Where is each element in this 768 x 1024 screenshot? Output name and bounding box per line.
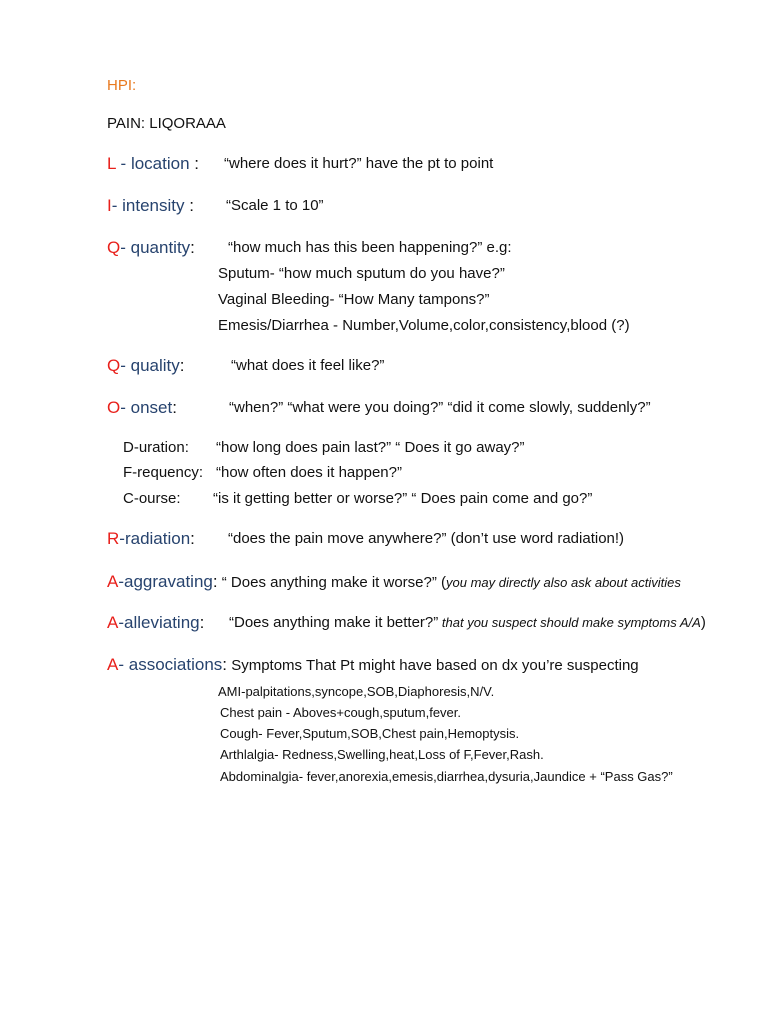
frequency-text: “how often does it happen?” (216, 464, 402, 481)
entry-radiation (107, 530, 195, 548)
mnemonic-word: location (130, 154, 190, 173)
mnemonic-letter: R (107, 529, 120, 548)
quantity-example: Vaginal Bleeding- “How Many tampons?” (218, 291, 490, 308)
mnemonic-colon: : (172, 398, 177, 417)
entry-alleviating (107, 614, 204, 632)
radiation-question: “does the pain move anywhere?” (don’t use word radiation!) (228, 530, 625, 547)
pain-mnemonic-line: PAIN: LIQORAAA (107, 115, 226, 132)
entry-location (107, 155, 199, 173)
mnemonic-colon: : (212, 572, 218, 591)
mnemonic-sep: - (120, 398, 131, 417)
duration-text: “how long does pain last?” “ Does it go away?” (216, 439, 525, 456)
associations-question: Symptoms That Pt might have based on dx you’re suspecting (227, 657, 639, 674)
alleviating-note: that you suspect should make symptoms A/A (438, 615, 701, 630)
mnemonic-letter: Q (107, 356, 121, 375)
onset-question: “when?” “what were you doing?” “did it come slowly, suddenly?” (229, 399, 651, 416)
mnemonic-colon: : (190, 238, 195, 257)
entry-quantity (107, 239, 195, 257)
mnemonic-sep: - (120, 238, 131, 257)
associations-item: Arthlalgia- Redness,Swelling,heat,Loss of F,Fever,Rash. (220, 747, 544, 762)
course-text: “is it getting better or worse?” “ Does pain come and go?” (213, 490, 593, 507)
frequency-label: F-requency: (123, 464, 204, 481)
mnemonic-sep: - (111, 196, 123, 215)
mnemonic-sep: - (118, 613, 125, 632)
mnemonic-letter: L (107, 154, 116, 173)
quantity-example: Emesis/Diarrhea - Number,Volume,color,consistency,blood (?) (218, 317, 630, 334)
mnemonic-sep: - (118, 655, 129, 674)
mnemonic-colon: : (184, 196, 194, 215)
mnemonic-colon: : (189, 154, 199, 173)
entry-intensity (107, 197, 194, 215)
quantity-question: “how much has this been happening?” e.g: (228, 239, 512, 256)
mnemonic-colon: : (199, 613, 205, 632)
mnemonic-letter: A (107, 655, 119, 674)
quantity-example: Sputum- “how much sputum do you have?” (218, 265, 505, 282)
entry-aggravating (107, 573, 681, 591)
duration-label: D-uration: (123, 439, 189, 456)
mnemonic-letter: I (107, 196, 112, 215)
mnemonic-sep: - (115, 154, 131, 173)
mnemonic-sep: - (119, 529, 125, 548)
aggravating-note: you may directly also ask about activities (446, 575, 681, 590)
mnemonic-word: intensity (122, 196, 185, 215)
mnemonic-colon: : (179, 356, 185, 375)
alleviating-question: “Does anything make it better?” (229, 614, 439, 631)
associations-item: AMI-palpitations,syncope,SOB,Diaphoresis,N/V. (218, 684, 495, 699)
mnemonic-letter: A (107, 613, 119, 632)
entry-quality (107, 357, 185, 375)
mnemonic-word: onset (130, 398, 173, 417)
mnemonic-colon: : (190, 529, 195, 548)
entry-associations (107, 656, 639, 674)
entry-onset (107, 399, 177, 417)
mnemonic-word: aggravating (124, 572, 213, 591)
mnemonic-word: associations (128, 655, 223, 674)
quality-question: “what does it feel like?” (231, 357, 385, 374)
mnemonic-colon: : (222, 655, 228, 674)
alleviating-close: ) (700, 614, 706, 631)
mnemonic-letter: O (107, 398, 121, 417)
mnemonic-letter: Q (107, 238, 121, 257)
mnemonic-word: radiation (124, 529, 191, 548)
mnemonic-letter: A (107, 572, 119, 591)
associations-item: Chest pain - Aboves+cough,sputum,fever. (220, 705, 462, 720)
intensity-question: “Scale 1 to 10” (226, 197, 324, 214)
associations-item: Cough- Fever,Sputum,SOB,Chest pain,Hemoptysis. (220, 726, 520, 741)
aggravating-question: “ Does anything make it worse?” ( (217, 574, 447, 591)
mnemonic-sep: - (120, 356, 131, 375)
mnemonic-word: alleviating (124, 613, 200, 632)
location-question: “where does it hurt?” have the pt to point (224, 155, 494, 172)
hpi-heading: HPI: (107, 77, 137, 94)
associations-item: Abdominalgia- fever,anorexia,emesis,diarrhea,dysuria,Jaundice + “Pass Gas?” (220, 769, 673, 784)
mnemonic-sep: - (118, 572, 125, 591)
course-label: C-ourse: (123, 490, 181, 507)
mnemonic-word: quantity (130, 238, 191, 257)
mnemonic-word: quality (130, 356, 180, 375)
alleviating-line (229, 615, 706, 631)
